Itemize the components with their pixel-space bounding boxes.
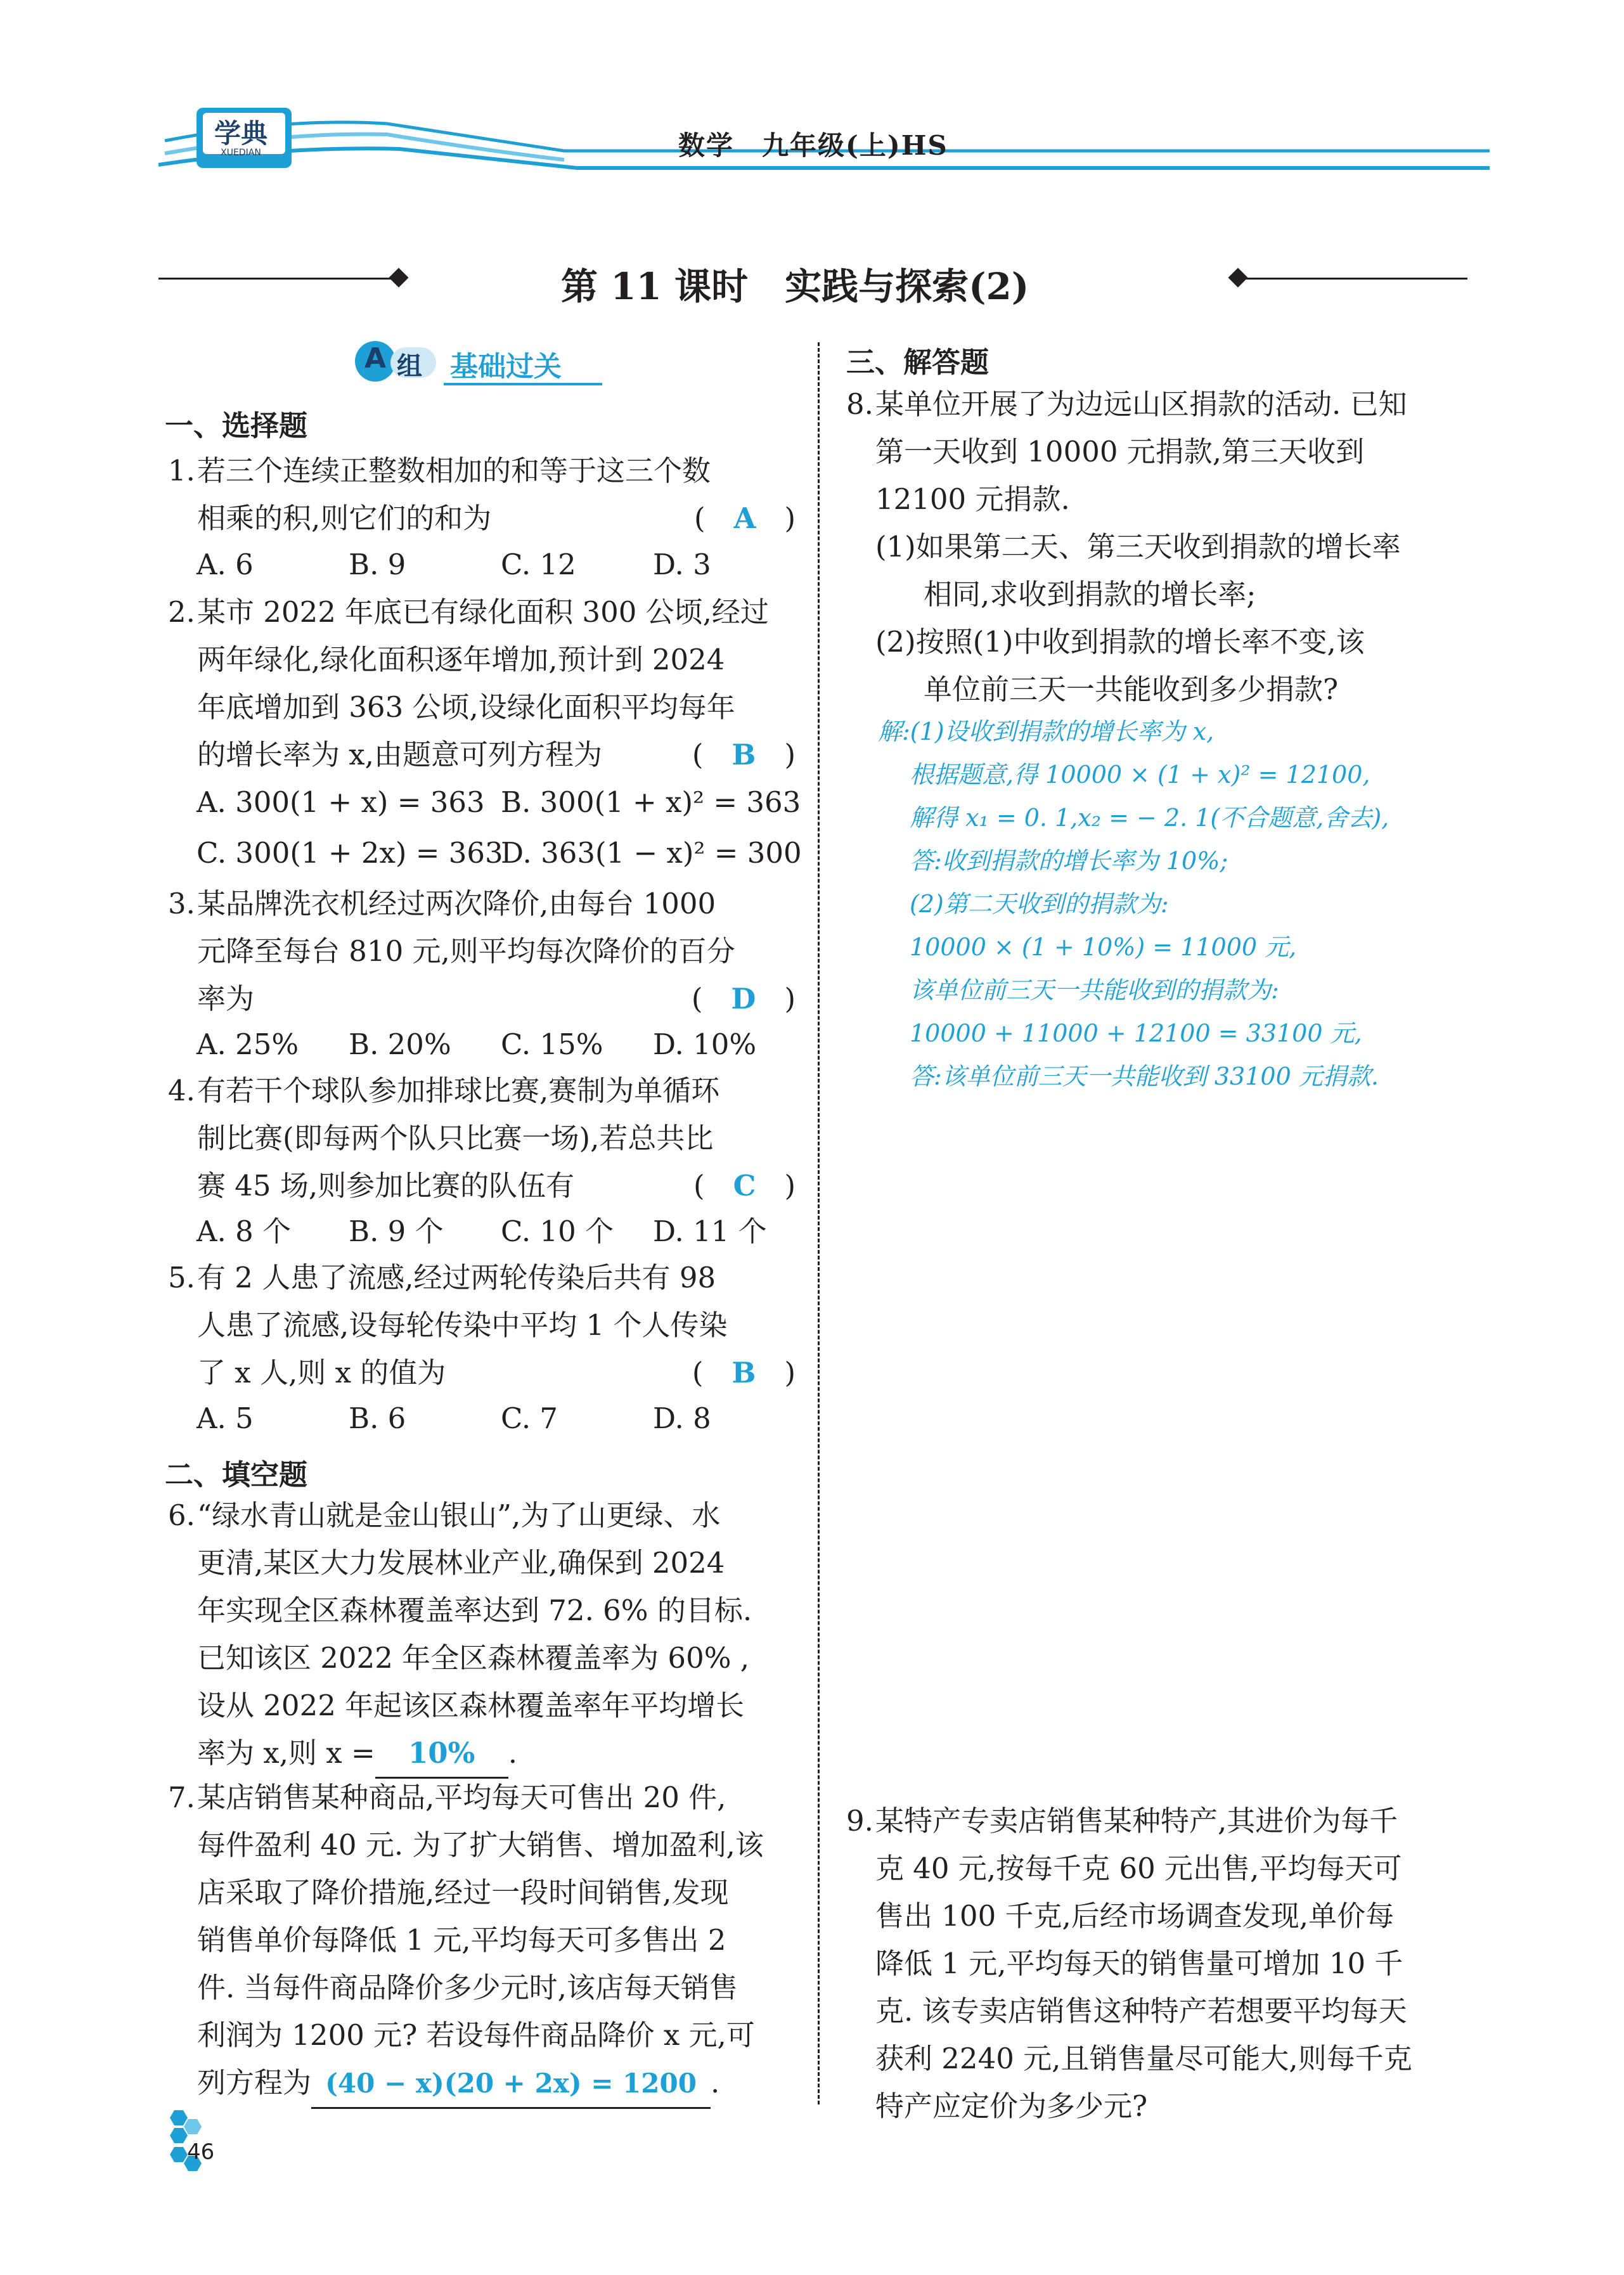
q-line: 售出 100 千克,后经市场调查发现,单价每 (875, 1899, 1395, 1933)
solution-line: (2)第二天收到的捐款为: (910, 890, 1169, 918)
q-line: 利润为 1200 元? 若设每件商品降价 x 元,可 (197, 2018, 755, 2052)
question-2: 2.某市 2022 年底已有绿化面积 300 公顷,经过 两年绿化,绿化面积逐年增加,预计到 2024 年底增加到 363 公顷,设绿化面积平均每年 的增长率为 x,由题意可列方程为 ( B ) (168, 588, 796, 778)
title-rule-right (1239, 278, 1467, 280)
solution-line: 10000 + 11000 + 12100 = 33100 元, (910, 1019, 1362, 1047)
q-line: 赛 45 场,则参加比赛的队伍有 (197, 1169, 575, 1202)
group-underline (444, 383, 602, 385)
header-subject: 数学 九年级(上)HS (678, 130, 948, 161)
option: B. 20% (349, 1028, 451, 1061)
sub-question: 相同,求收到捐款的增长率; (924, 577, 1256, 611)
option: A. 25% (197, 1028, 299, 1061)
q-line: 某特产专卖店销售某种特产,其进价为每千 (875, 1804, 1398, 1838)
q-line: 12100 元捐款. (875, 482, 1070, 516)
q-line: 降低 1 元,平均每天的销售量可增加 10 千 (875, 1947, 1403, 1980)
q-line: 某单位开展了为边远山区捐款的活动. 已知 (875, 387, 1407, 421)
q-line: 两年绿化,绿化面积逐年增加,预计到 2024 (197, 643, 725, 676)
option: A. 300(1 + x) = 363 (197, 785, 485, 819)
option: D. 10% (653, 1028, 757, 1061)
q-line: 年实现全区森林覆盖率达到 72. 6% 的目标. (197, 1594, 752, 1627)
q-num: 5. (168, 1261, 195, 1294)
q-line: 第一天收到 10000 元捐款,第三天收到 (875, 435, 1365, 468)
logo-subtext: XUEDIAN (221, 148, 261, 158)
option: D. 8 (653, 1402, 711, 1435)
q-line: 件. 当每件商品降价多少元时,该店每天销售 (197, 1971, 738, 2004)
q-num: 4. (168, 1074, 195, 1107)
answer: D (731, 982, 756, 1015)
q-line: 特产应定价为多少元? (875, 2089, 1148, 2123)
q-line: 率为 x,则 x = (197, 1736, 375, 1770)
sub-question: (1)如果第二天、第三天收到捐款的增长率 (875, 530, 1401, 564)
group-title: 基础过关 (450, 351, 562, 383)
q-line: 更清,某区大力发展林业产业,确保到 2024 (197, 1546, 725, 1580)
q-num: 6. (168, 1498, 195, 1532)
q-line: 某品牌洗衣机经过两次降价,由每台 1000 (197, 887, 716, 920)
group-letter: A (364, 342, 387, 375)
answer: B (731, 1356, 756, 1389)
option: D. 363(1 − x)² = 300 (501, 836, 802, 870)
question-7 (168, 1774, 796, 2109)
option: A. 8 个 (197, 1215, 292, 1248)
option: B. 9 个 (349, 1215, 444, 1248)
q-num: 7. (168, 1781, 195, 1814)
q-num: 1. (168, 454, 195, 487)
q-line: 若三个连续正整数相加的和等于这三个数 (197, 454, 711, 487)
page-number: 46 (187, 2139, 215, 2165)
q-line: 率为 (197, 982, 255, 1015)
q-line: 列方程为 (197, 2066, 312, 2099)
solution-line: 答:收到捐款的增长率为 10%; (910, 847, 1228, 875)
q-num: 2. (168, 595, 195, 629)
question-5: 5.有 2 人患了流感,经过两轮传染后共有 98 人患了流感,设每轮传染中平均 1 个人传染 了 x 人,则 x 的值为 ( B ) (168, 1254, 796, 1396)
q-line: 某店销售某种商品,平均每天可售出 20 件, (197, 1781, 726, 1814)
question-9 (846, 1797, 1480, 2130)
q-line: 设从 2022 年起该区森林覆盖率年平均增长 (197, 1689, 745, 1722)
option: C. 12 (501, 548, 576, 581)
column-divider (818, 342, 820, 2104)
q-line: 每件盈利 40 元. 为了扩大销售、增加盈利,该 (197, 1828, 764, 1862)
q-line: 获利 2240 元,且销售量尽可能大,则每千克 (875, 2042, 1412, 2075)
option: B. 6 (349, 1402, 406, 1435)
answer: A (733, 501, 756, 535)
option: B. 9 (349, 548, 406, 581)
option: C. 300(1 + 2x) = 363 (197, 836, 503, 870)
answer-blank: (40 − x)(20 + 2x) = 1200 (311, 2059, 711, 2109)
question-8 (846, 380, 1480, 713)
q-num: 9. (846, 1804, 873, 1838)
option: A. 6 (197, 548, 254, 581)
section-choice: 一、选择题 (165, 409, 308, 442)
q-line: 销售单价每降低 1 元,平均每天可多售出 2 (197, 1923, 726, 1957)
q-line: 已知该区 2022 年全区森林覆盖率为 60% , (197, 1641, 750, 1675)
q-line: 的增长率为 x,由题意可列方程为 (197, 738, 602, 771)
solution-line: 答:该单位前三天一共能收到 33100 元捐款. (910, 1062, 1379, 1090)
option: D. 11 个 (653, 1215, 767, 1248)
answer: C (733, 1169, 756, 1202)
solution-line: 解得 x₁ = 0. 1,x₂ = − 2. 1(不合题意,舍去), (910, 804, 1389, 832)
option: A. 5 (197, 1402, 254, 1435)
solution-8 (878, 710, 1480, 1098)
group-label: 组 (397, 351, 422, 381)
answer: B (731, 738, 756, 771)
question-4: 4.有若干个球队参加排球比赛,赛制为单循环 制比赛(即每两个队只比赛一场),若总共比 赛 45 场,则参加比赛的队伍有 ( C ) (168, 1067, 796, 1209)
q-line: 了 x 人,则 x 的值为 (197, 1356, 446, 1389)
q-line: 克 40 元,按每千克 60 元出售,平均每天可 (875, 1852, 1402, 1885)
q-num: 8. (846, 387, 873, 421)
q-line: 相乘的积,则它们的和为 (197, 501, 492, 535)
section-fill: 二、填空题 (165, 1458, 308, 1492)
logo-text: 学典 (214, 118, 267, 149)
q-num: 3. (168, 887, 195, 920)
answer-blank: 10% (375, 1729, 508, 1779)
q-line: 人患了流感,设每轮传染中平均 1 个人传染 (197, 1308, 728, 1342)
title-rule-left (158, 278, 399, 280)
sub-question: 单位前三天一共能收到多少捐款? (924, 673, 1339, 706)
q-line: 元降至每台 810 元,则平均每次降价的百分 (197, 934, 735, 968)
solution-line: 解:(1)设收到捐款的增长率为 x, (878, 718, 1215, 745)
solution-line: 该单位前三天一共能收到的捐款为: (910, 976, 1279, 1004)
option: C. 10 个 (501, 1215, 614, 1248)
question-6 (168, 1492, 796, 1779)
q-line: 克. 该专卖店销售这种特产若想要平均每天 (875, 1994, 1407, 2028)
q-line: 有若干个球队参加排球比赛,赛制为单循环 (197, 1074, 720, 1107)
page-title: 第 11 课时 实践与探索(2) (561, 265, 1029, 308)
question-1: 1.若三个连续正整数相加的和等于这三个数 相乘的积,则它们的和为 ( A ) (168, 447, 796, 542)
solution-line: 10000 × (1 + 10%) = 11000 元, (910, 933, 1297, 961)
sub-question: (2)按照(1)中收到捐款的增长率不变,该 (875, 625, 1365, 659)
q-line: 有 2 人患了流感,经过两轮传染后共有 98 (197, 1261, 716, 1294)
option: B. 300(1 + x)² = 363 (501, 785, 801, 819)
q-line: . (711, 2066, 720, 2099)
question-3: 3.某品牌洗衣机经过两次降价,由每台 1000 元降至每台 810 元,则平均每次降价的百分 率为 ( D ) (168, 880, 796, 1022)
solution-line: 根据题意,得 10000 × (1 + x)² = 12100, (910, 761, 1370, 789)
q-line: 某市 2022 年底已有绿化面积 300 公顷,经过 (197, 595, 769, 629)
section-answer: 三、解答题 (846, 345, 989, 379)
q-line: “绿水青山就是金山银山”,为了山更绿、水 (197, 1498, 721, 1532)
option: D. 3 (653, 548, 711, 581)
diamond-icon (389, 267, 408, 287)
option: C. 15% (501, 1028, 603, 1061)
q-line: 年底增加到 363 公顷,设绿化面积平均每年 (197, 690, 735, 724)
q-line: 店采取了降价措施,经过一段时间销售,发现 (197, 1876, 729, 1909)
q-line: . (508, 1736, 517, 1770)
q-line: 制比赛(即每两个队只比赛一场),若总共比 (197, 1121, 714, 1155)
option: C. 7 (501, 1402, 558, 1435)
